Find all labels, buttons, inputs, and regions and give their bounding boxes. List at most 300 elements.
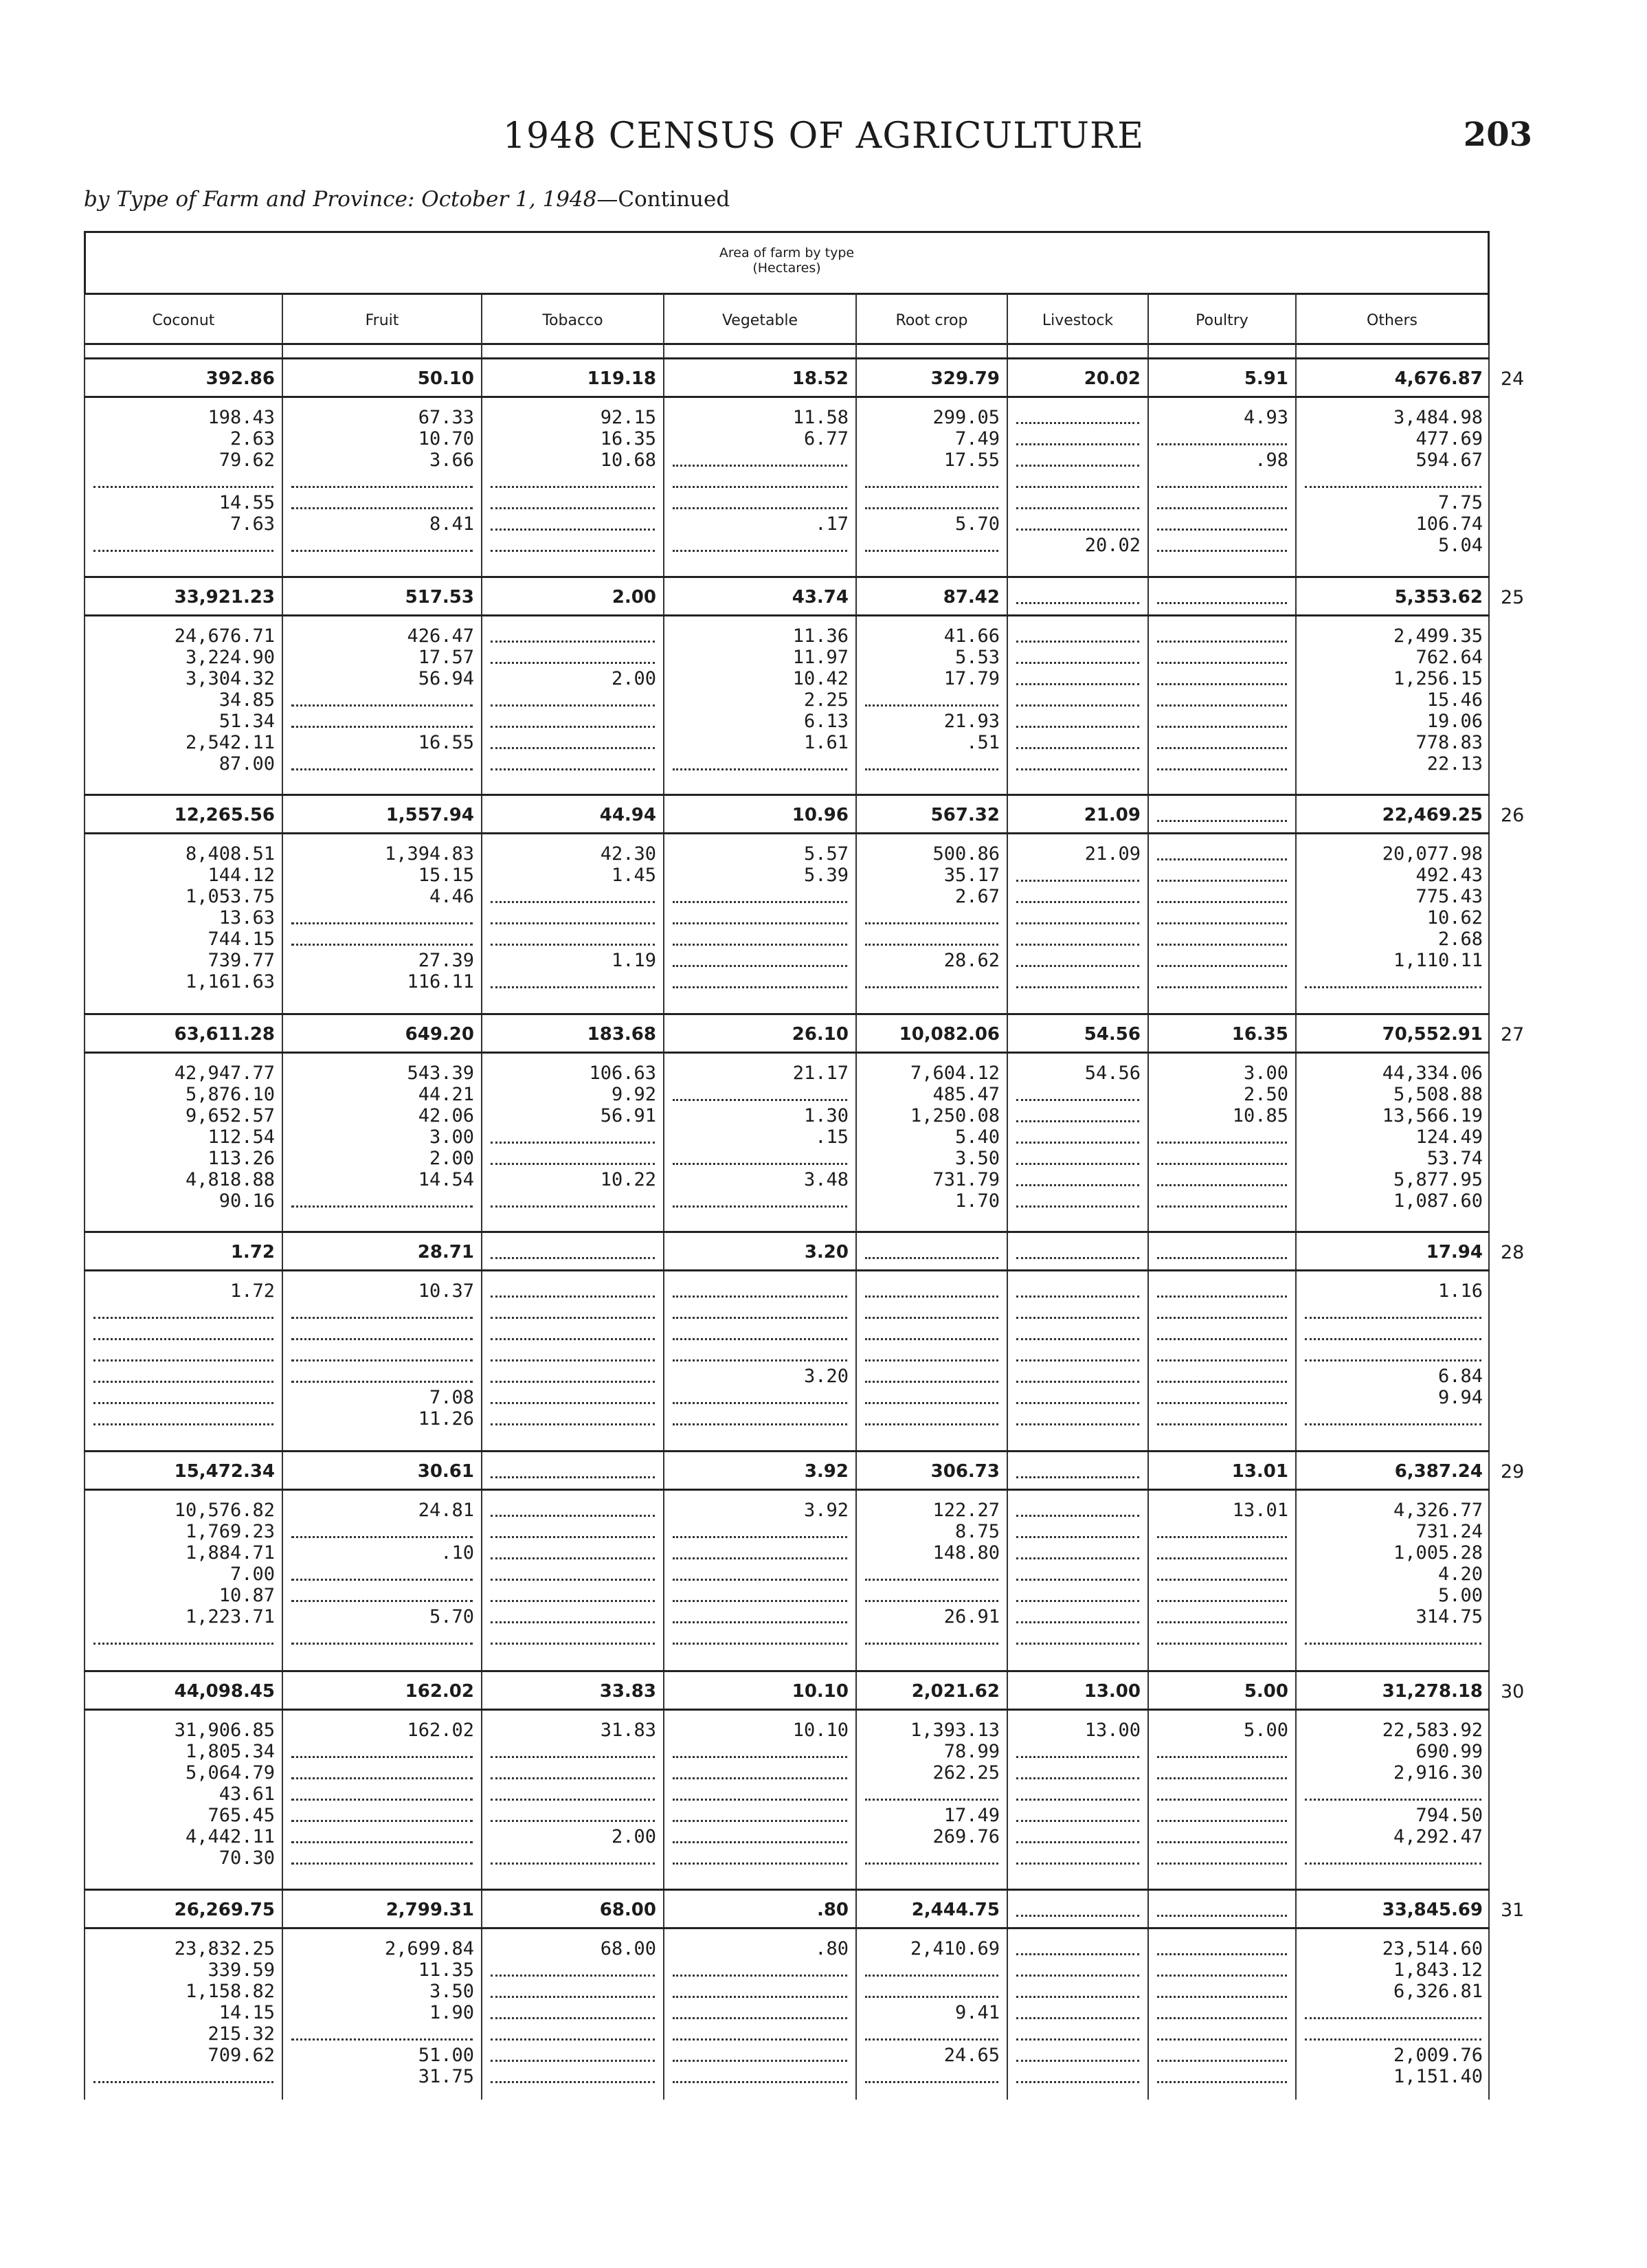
total-cell: 33,921.23 bbox=[174, 587, 275, 608]
table-cell bbox=[282, 492, 481, 513]
table-cell bbox=[1147, 535, 1295, 556]
table-cell: 13,566.19 bbox=[1382, 1105, 1483, 1126]
table-cell bbox=[1295, 1302, 1490, 1323]
row-rule bbox=[84, 1450, 1490, 1452]
table-cell bbox=[1147, 1408, 1295, 1430]
table-cell: 1,843.12 bbox=[1393, 1959, 1483, 1981]
table-cell bbox=[1007, 929, 1147, 950]
table-cell bbox=[663, 1148, 855, 1169]
table-cell: 24,676.71 bbox=[174, 625, 275, 647]
table-cell bbox=[663, 449, 855, 471]
table-cell bbox=[1147, 1627, 1295, 1649]
table-cell bbox=[282, 1805, 481, 1826]
table-cell: 35.17 bbox=[943, 865, 1000, 886]
table-cell bbox=[663, 929, 855, 950]
total-cell: 306.73 bbox=[930, 1461, 1000, 1482]
total-cell: 63,611.28 bbox=[174, 1024, 275, 1045]
table-cell: 31,906.85 bbox=[174, 1720, 275, 1741]
table-cell bbox=[1147, 1606, 1295, 1627]
total-cell: 50.10 bbox=[417, 368, 474, 389]
table-cell bbox=[663, 1585, 855, 1606]
table-cell: 2.68 bbox=[1437, 929, 1483, 950]
table-cell bbox=[663, 1084, 855, 1105]
table-cell bbox=[1007, 625, 1147, 647]
table-cell bbox=[282, 1741, 481, 1762]
super-header-label: Area of farm by type bbox=[719, 245, 855, 260]
total-cell: .80 bbox=[816, 1900, 849, 1920]
table-cell bbox=[481, 1148, 663, 1169]
table-cell bbox=[481, 2066, 663, 2087]
table-cell bbox=[855, 2023, 1007, 2045]
table-cell: 54.56 bbox=[1084, 1063, 1141, 1084]
table-cell bbox=[1147, 1938, 1295, 1959]
table-cell bbox=[855, 1847, 1007, 1869]
total-cell: 649.20 bbox=[405, 1024, 474, 1045]
table-cell: 17.49 bbox=[943, 1805, 1000, 1826]
table-cell: 5.70 bbox=[954, 513, 1000, 535]
table-cell bbox=[1007, 471, 1147, 492]
table-cell bbox=[481, 1408, 663, 1430]
line-number: 30 bbox=[1501, 1681, 1525, 1702]
table-cell: 6,326.81 bbox=[1393, 1981, 1483, 2002]
table-cell bbox=[1147, 907, 1295, 929]
table-cell: 3.92 bbox=[803, 1500, 849, 1521]
table-cell: 4.20 bbox=[1437, 1564, 1483, 1585]
table-cell bbox=[663, 2002, 855, 2023]
table-cell: 42,947.77 bbox=[174, 1063, 275, 1084]
table-cell bbox=[481, 1805, 663, 1826]
table-cell bbox=[1007, 753, 1147, 775]
line-number: 25 bbox=[1501, 587, 1525, 608]
table-cell bbox=[663, 1280, 855, 1302]
total-cell: 26.10 bbox=[792, 1024, 849, 1045]
total-cell: 87.42 bbox=[943, 587, 1000, 608]
table-cell: 5.53 bbox=[954, 647, 1000, 668]
total-cell bbox=[1007, 1461, 1147, 1482]
table-cell bbox=[481, 625, 663, 647]
table-cell bbox=[282, 1190, 481, 1212]
table-cell: .15 bbox=[815, 1126, 849, 1148]
table-cell: 15.46 bbox=[1426, 689, 1483, 711]
table-cell bbox=[1295, 1408, 1490, 1430]
table-cell bbox=[1147, 1302, 1295, 1323]
column-header: Poultry bbox=[1147, 293, 1295, 345]
table-cell bbox=[481, 1387, 663, 1408]
table-cell bbox=[481, 2045, 663, 2066]
table-cell bbox=[855, 1323, 1007, 1344]
table-cell bbox=[663, 2023, 855, 2045]
table-cell bbox=[282, 711, 481, 732]
table-cell: 744.15 bbox=[208, 929, 275, 950]
table-cell bbox=[1007, 2023, 1147, 2045]
table-cell bbox=[1007, 1126, 1147, 1148]
total-cell: 3.20 bbox=[804, 1242, 849, 1263]
table-cell bbox=[855, 907, 1007, 929]
table-cell: 9.92 bbox=[611, 1084, 656, 1105]
total-cell: 10.10 bbox=[792, 1681, 849, 1702]
table-cell bbox=[1007, 689, 1147, 711]
table-cell bbox=[1295, 1344, 1490, 1366]
table-cell: 31.83 bbox=[600, 1720, 656, 1741]
total-cell: 13.00 bbox=[1084, 1681, 1141, 1702]
table-cell bbox=[481, 907, 663, 929]
table-cell bbox=[481, 1959, 663, 1981]
table-cell bbox=[663, 1302, 855, 1323]
super-header bbox=[84, 231, 1490, 293]
table-cell bbox=[663, 1344, 855, 1366]
table-cell bbox=[1295, 2023, 1490, 2045]
table-cell bbox=[855, 971, 1007, 992]
table-cell: 22.13 bbox=[1426, 753, 1483, 775]
table-cell bbox=[84, 471, 282, 492]
table-cell: 299.05 bbox=[932, 407, 1000, 428]
table-cell: 53.74 bbox=[1426, 1148, 1483, 1169]
table-cell bbox=[1147, 732, 1295, 753]
table-cell bbox=[1007, 1783, 1147, 1805]
total-cell: 17.94 bbox=[1426, 1242, 1483, 1263]
table-cell: 215.32 bbox=[208, 2023, 275, 2045]
table-cell bbox=[1007, 865, 1147, 886]
table-cell bbox=[282, 2023, 481, 2045]
table-cell: 262.25 bbox=[932, 1762, 1000, 1783]
table-cell bbox=[1007, 1148, 1147, 1169]
table-cell: 10.87 bbox=[219, 1585, 275, 1606]
table-cell bbox=[481, 1606, 663, 1627]
total-cell bbox=[481, 1242, 663, 1263]
table-cell bbox=[855, 535, 1007, 556]
table-cell: 56.91 bbox=[600, 1105, 656, 1126]
table-cell: 6.77 bbox=[803, 428, 849, 449]
table-cell: 5.70 bbox=[429, 1606, 474, 1627]
table-cell bbox=[84, 535, 282, 556]
column-header: Livestock bbox=[1007, 293, 1147, 345]
table-cell bbox=[481, 1344, 663, 1366]
row-rule bbox=[84, 1670, 1490, 1672]
table-cell bbox=[1007, 1959, 1147, 1981]
table-cell bbox=[1007, 950, 1147, 971]
table-cell: 3.00 bbox=[1243, 1063, 1288, 1084]
table-cell: 9.94 bbox=[1437, 1387, 1483, 1408]
table-cell bbox=[1007, 2066, 1147, 2087]
total-cell bbox=[1147, 587, 1295, 608]
super-header-unit: (Hectares) bbox=[752, 260, 821, 276]
table-cell bbox=[481, 1847, 663, 1869]
table-cell: 6.13 bbox=[803, 711, 849, 732]
table-cell bbox=[663, 1783, 855, 1805]
table-cell bbox=[855, 1959, 1007, 1981]
table-cell: 14.15 bbox=[219, 2002, 275, 2023]
table-cell: 16.55 bbox=[418, 732, 474, 753]
table-cell: 13.00 bbox=[1084, 1720, 1141, 1741]
table-cell bbox=[1295, 1847, 1490, 1869]
table-cell: 1,805.34 bbox=[185, 1741, 275, 1762]
table-cell bbox=[663, 1521, 855, 1542]
table-cell bbox=[1007, 1169, 1147, 1190]
table-cell bbox=[1147, 1805, 1295, 1826]
table-cell bbox=[1147, 1762, 1295, 1783]
table-cell: 42.06 bbox=[418, 1105, 474, 1126]
table-cell bbox=[282, 689, 481, 711]
table-cell: 56.94 bbox=[418, 668, 474, 689]
table-cell bbox=[855, 1344, 1007, 1366]
table-cell: .80 bbox=[815, 1938, 849, 1959]
row-rule bbox=[84, 1927, 1490, 1929]
total-cell: 12,265.56 bbox=[174, 805, 275, 825]
table-cell bbox=[663, 886, 855, 907]
table-cell bbox=[481, 689, 663, 711]
table-cell bbox=[1147, 1280, 1295, 1302]
table-cell bbox=[481, 471, 663, 492]
table-cell: 44,334.06 bbox=[1382, 1063, 1483, 1084]
table-cell bbox=[1147, 1959, 1295, 1981]
table-cell: 4,292.47 bbox=[1393, 1826, 1483, 1847]
table-cell bbox=[282, 929, 481, 950]
table-cell: 7.08 bbox=[429, 1387, 474, 1408]
table-cell: 2.00 bbox=[611, 1826, 656, 1847]
total-cell: 20.02 bbox=[1084, 368, 1141, 389]
table-cell: 477.69 bbox=[1415, 428, 1483, 449]
table-cell: 92.15 bbox=[600, 407, 656, 428]
table-cell bbox=[481, 1542, 663, 1564]
table-cell: 198.43 bbox=[208, 407, 275, 428]
table-cell: 7.00 bbox=[229, 1564, 275, 1585]
table-cell bbox=[282, 471, 481, 492]
table-cell bbox=[282, 907, 481, 929]
table-cell: 148.80 bbox=[932, 1542, 1000, 1564]
table-cell bbox=[1147, 1190, 1295, 1212]
table-cell bbox=[1147, 843, 1295, 865]
table-cell bbox=[1147, 1783, 1295, 1805]
table-cell: 5.39 bbox=[803, 865, 849, 886]
table-cell: 44.21 bbox=[418, 1084, 474, 1105]
table-cell: 14.55 bbox=[219, 492, 275, 513]
table-cell bbox=[1147, 1741, 1295, 1762]
table-cell: 9,652.57 bbox=[185, 1105, 275, 1126]
table-cell bbox=[1007, 1542, 1147, 1564]
table-cell bbox=[1147, 1344, 1295, 1366]
table-cell bbox=[663, 535, 855, 556]
table-cell bbox=[663, 1323, 855, 1344]
total-cell: 5.00 bbox=[1244, 1681, 1288, 1702]
table-cell bbox=[1007, 1105, 1147, 1126]
row-rule bbox=[84, 396, 1490, 398]
table-cell bbox=[1007, 886, 1147, 907]
table-cell bbox=[1147, 492, 1295, 513]
table-cell bbox=[282, 1521, 481, 1542]
table-cell bbox=[1007, 1302, 1147, 1323]
table-cell: 10.62 bbox=[1426, 907, 1483, 929]
table-cell bbox=[1147, 647, 1295, 668]
row-rule bbox=[84, 1052, 1490, 1054]
column-header: Root crop bbox=[855, 293, 1007, 345]
table-cell: 10.70 bbox=[418, 428, 474, 449]
total-cell: 2,799.31 bbox=[385, 1900, 474, 1920]
table-cell: 4,442.11 bbox=[185, 1826, 275, 1847]
table-cell bbox=[84, 1323, 282, 1344]
table-cell: 594.67 bbox=[1415, 449, 1483, 471]
table-cell bbox=[481, 1564, 663, 1585]
table-cell: 17.57 bbox=[418, 647, 474, 668]
table-cell bbox=[663, 1959, 855, 1981]
table-cell bbox=[1007, 1938, 1147, 1959]
line-number: 26 bbox=[1501, 805, 1525, 826]
row-rule bbox=[84, 576, 1490, 578]
table-cell bbox=[481, 753, 663, 775]
table-cell bbox=[1147, 1387, 1295, 1408]
table-cell bbox=[84, 1344, 282, 1366]
table-cell: 67.33 bbox=[418, 407, 474, 428]
table-cell bbox=[1147, 2023, 1295, 2045]
table-cell: 1,884.71 bbox=[185, 1542, 275, 1564]
total-cell: 10,082.06 bbox=[899, 1024, 1000, 1045]
table-cell: 144.12 bbox=[208, 865, 275, 886]
table-cell bbox=[1007, 1805, 1147, 1826]
table-cell bbox=[1147, 1323, 1295, 1344]
table-cell bbox=[1007, 971, 1147, 992]
table-cell: 4,326.77 bbox=[1393, 1500, 1483, 1521]
table-cell bbox=[1007, 1280, 1147, 1302]
table-cell: 43.61 bbox=[219, 1783, 275, 1805]
table-cell bbox=[481, 492, 663, 513]
column-header: Coconut bbox=[84, 293, 282, 345]
table-cell bbox=[1147, 1366, 1295, 1387]
table-cell: 34.85 bbox=[219, 689, 275, 711]
table-cell bbox=[481, 1323, 663, 1344]
table-cell bbox=[481, 1741, 663, 1762]
table-cell bbox=[481, 1366, 663, 1387]
table-cell: 1,110.11 bbox=[1393, 950, 1483, 971]
subtitle-continued: —Continued bbox=[596, 187, 730, 212]
table-cell: 1,223.71 bbox=[185, 1606, 275, 1627]
table-cell bbox=[1147, 428, 1295, 449]
row-rule bbox=[84, 1231, 1490, 1233]
table-cell bbox=[1147, 1148, 1295, 1169]
total-cell bbox=[855, 1242, 1007, 1263]
table-cell: 339.59 bbox=[208, 1959, 275, 1981]
total-cell: 44.94 bbox=[599, 805, 656, 825]
table-cell: 68.00 bbox=[600, 1938, 656, 1959]
table-cell: 11.35 bbox=[418, 1959, 474, 1981]
table-cell bbox=[1007, 1084, 1147, 1105]
table-cell: 2,499.35 bbox=[1393, 625, 1483, 647]
table-cell: 778.83 bbox=[1415, 732, 1483, 753]
table-cell bbox=[855, 1981, 1007, 2002]
table-cell: 26.91 bbox=[943, 1606, 1000, 1627]
table-cell: 9.41 bbox=[954, 2002, 1000, 2023]
table-cell: 690.99 bbox=[1415, 1741, 1483, 1762]
table-cell bbox=[1147, 2002, 1295, 2023]
table-cell bbox=[481, 1280, 663, 1302]
table-cell bbox=[1147, 2045, 1295, 2066]
table-cell: 5,508.88 bbox=[1393, 1084, 1483, 1105]
table-cell: 1.30 bbox=[803, 1105, 849, 1126]
table-cell: 2.67 bbox=[954, 886, 1000, 907]
table-cell bbox=[855, 1627, 1007, 1649]
table-cell: 10.85 bbox=[1232, 1105, 1288, 1126]
page-number: 203 bbox=[1463, 115, 1532, 154]
table-cell bbox=[663, 492, 855, 513]
table-cell: 739.77 bbox=[208, 950, 275, 971]
table-cell: 1.72 bbox=[229, 1280, 275, 1302]
table-cell bbox=[282, 1627, 481, 1649]
total-cell: 517.53 bbox=[405, 587, 474, 608]
table-cell bbox=[1147, 1542, 1295, 1564]
table-cell bbox=[282, 1762, 481, 1783]
total-cell bbox=[1147, 1242, 1295, 1263]
table-cell: 1,151.40 bbox=[1393, 2066, 1483, 2087]
table-cell: 3,304.32 bbox=[185, 668, 275, 689]
row-rule bbox=[84, 357, 1490, 359]
page-title: 1948 CENSUS OF AGRICULTURE bbox=[502, 115, 1145, 157]
table-cell: 10.42 bbox=[792, 668, 849, 689]
table-cell bbox=[1147, 1521, 1295, 1542]
total-cell: 31,278.18 bbox=[1382, 1681, 1483, 1702]
table-cell bbox=[1007, 732, 1147, 753]
table-cell bbox=[1007, 1190, 1147, 1212]
table-cell: 2.00 bbox=[429, 1148, 474, 1169]
table-cell bbox=[855, 1564, 1007, 1585]
table-cell bbox=[1147, 1981, 1295, 2002]
table-cell: 426.47 bbox=[407, 625, 474, 647]
table-cell bbox=[1295, 1783, 1490, 1805]
table-cell: 485.47 bbox=[932, 1084, 1000, 1105]
table-cell: 1,005.28 bbox=[1393, 1542, 1483, 1564]
table-cell bbox=[1007, 428, 1147, 449]
row-rule bbox=[84, 1889, 1490, 1891]
line-number: 31 bbox=[1501, 1900, 1525, 1921]
table-cell: 15.15 bbox=[418, 865, 474, 886]
row-rule bbox=[84, 832, 1490, 834]
table-cell: 20,077.98 bbox=[1382, 843, 1483, 865]
table-cell bbox=[1147, 668, 1295, 689]
table-cell: 10.68 bbox=[600, 449, 656, 471]
table-cell: 116.11 bbox=[407, 971, 474, 992]
table-cell bbox=[84, 1627, 282, 1649]
table-cell: 7.63 bbox=[229, 513, 275, 535]
table-cell: 87.00 bbox=[219, 753, 275, 775]
total-cell: 1,557.94 bbox=[385, 805, 474, 825]
table-cell bbox=[282, 1847, 481, 1869]
table-cell bbox=[1007, 1627, 1147, 1649]
table-cell bbox=[1147, 625, 1295, 647]
table-cell bbox=[1007, 1762, 1147, 1783]
total-cell: 2.00 bbox=[612, 587, 656, 608]
table-cell: 10.37 bbox=[418, 1280, 474, 1302]
table-cell: .10 bbox=[440, 1542, 474, 1564]
table-cell: 7.75 bbox=[1437, 492, 1483, 513]
table-cell: 1,161.63 bbox=[185, 971, 275, 992]
total-cell: 18.52 bbox=[792, 368, 849, 389]
table-cell: 3.50 bbox=[954, 1148, 1000, 1169]
total-cell: 3.92 bbox=[804, 1461, 849, 1482]
total-cell: 43.74 bbox=[792, 587, 849, 608]
table-cell bbox=[1007, 907, 1147, 929]
table-cell bbox=[282, 1783, 481, 1805]
total-cell: 22,469.25 bbox=[1382, 805, 1483, 825]
table-cell bbox=[1147, 1564, 1295, 1585]
table-cell bbox=[1007, 1564, 1147, 1585]
table-cell bbox=[481, 711, 663, 732]
table-cell bbox=[1007, 1847, 1147, 1869]
table-cell bbox=[1147, 929, 1295, 950]
table-cell bbox=[663, 1627, 855, 1649]
table-cell: 492.43 bbox=[1415, 865, 1483, 886]
table-cell: 731.79 bbox=[932, 1169, 1000, 1190]
table-cell: 8.41 bbox=[429, 513, 474, 535]
table-cell bbox=[282, 753, 481, 775]
table-cell bbox=[282, 1564, 481, 1585]
total-cell: 329.79 bbox=[930, 368, 1000, 389]
